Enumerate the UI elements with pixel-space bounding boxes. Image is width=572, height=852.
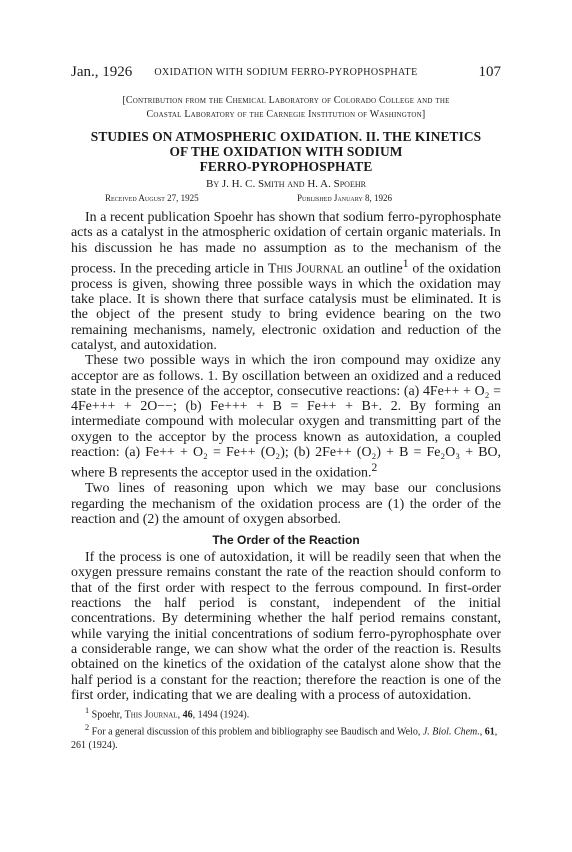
p1-text-c: of the oxidation process is given, showing three possible ways in which the oxidation may take place. It is shown there that surface catalysis must be eliminated. It is the object of the present study to bring evidence bearing on the two remaining mechanisms, namely, electronic oxidation and reduction of the catalyst, and autoxidation. — [71, 261, 501, 353]
paragraph-mechanisms — [71, 353, 501, 481]
author-line: By J. H. C. Smith and H. A. Spoehr — [206, 178, 366, 190]
title-line-1: STUDIES ON ATMOSPHERIC OXIDATION. II. THE KINETICS — [90, 129, 482, 144]
footnote-1-text: Spoehr, — [89, 709, 125, 721]
footnote-1-mark: 1 — [85, 706, 90, 716]
running-title: OXIDATION WITH SODIUM FERRO-PYROPHOSPHATE — [154, 67, 418, 78]
contribution-line-1: [Contribution from the Chemical Laboratory of Colorado College and the — [122, 95, 450, 106]
issue-date: Jan., 1926 — [71, 64, 133, 80]
footnotes — [71, 704, 501, 752]
running-header — [71, 64, 501, 82]
journal-name: This Journal — [267, 261, 344, 277]
date-line — [71, 193, 501, 207]
published-date: Published January 8, 1926 — [297, 193, 393, 203]
received-date: Received August 27, 1925 — [105, 193, 199, 203]
footnote-2-pages: , 261 (1924). — [71, 726, 498, 751]
p1-text-a: In a recent publication Spoehr has shown that sodium ferro-pyrophosphate acts as a catalyst in the atmospheric oxidation of certain organic materials. In his discussion he has made no assumption as to the mechanism of the process. In the preceding article in — [71, 210, 501, 277]
page-number: 107 — [478, 64, 501, 80]
footnote-1-pages: , 1494 (1924). — [192, 709, 250, 721]
section-heading: The Order of the Reaction — [212, 533, 360, 548]
p2-text: These two possible ways in which the iron compound may oxidize any acceptor are as follows. 1. By oscillation between an oxidized and a reduced state in the presence of the acceptor, consecutive reactions: (a) 4Fe++ + O₂ = 4Fe+++ + 2O−−; (b) Fe+++ + B = Fe++ + B+. 2. By forming an intermediate compound with molecular oxygen and transmitting part of the oxygen to the acceptor by the process known as autoxidation, a coupled reaction: (a) Fe++ + O₂ = Fe++ (O₂); (b) 2Fe++ (O₂) + B = Fe₂O₃ + BO, where B represents the acceptor used in the oxidation. — [71, 353, 501, 481]
contribution-note — [71, 94, 501, 122]
paragraph-introduction — [71, 210, 501, 353]
footnote-ref-1: 1 — [402, 256, 409, 270]
footnote-1: $^1$ Spoehr, This Journal, 46, 1494 (1924). — [85, 706, 250, 721]
footnote-2 — [71, 721, 501, 751]
paragraph-reasoning: Two lines of reasoning upon which we may base our conclusions regarding the mechanism of the oxidation process are (1) the order of the reaction and (2) the amount of oxygen absorbed. — [71, 481, 501, 527]
footnote-2-mark: 2 — [85, 723, 90, 733]
footnote-2-text: For a general discussion of this problem and bibliography see Baudisch and Welo, — [89, 726, 423, 738]
article-title — [71, 129, 501, 174]
footnote-1-journal: This Journal — [124, 709, 178, 721]
footnote-2-volume: 61 — [484, 726, 495, 738]
contribution-line-2: Coastal Laboratory of the Carnegie Institution of Washington] — [146, 109, 426, 120]
footnote-ref-2: 2 — [371, 461, 378, 475]
paragraph-order-of-reaction: If the process is one of autoxidation, it will be readily seen that when the oxygen pressure remains constant the rate of the reaction should conform to that of the first order with respect to the ferrous compound. In first-order reactions the half period is constant, independent of the initial concentrations. By determining whether the half period remains constant, while varying the initial concentrations of sodium ferro-pyrophosphate over a considerable range, we can show what the order of the reaction is. Results obtained on the kinetics of the oxidation of the catalyst alone show that the half period is a constant for the reaction; therefore the reaction is one of the first order, indicating that we are dealing with a process of autoxidation. — [71, 550, 501, 703]
footnote-2-journal: J. Biol. Chem. — [422, 726, 480, 738]
footnote-1-volume: 46 — [182, 709, 193, 721]
title-line-2: OF THE OXIDATION WITH SODIUM — [169, 144, 403, 159]
title-line-3: FERRO-PYROPHOSPHATE — [199, 159, 373, 174]
p1-text-b: an outline — [343, 261, 403, 277]
footnote-2-sep: , — [479, 726, 485, 738]
